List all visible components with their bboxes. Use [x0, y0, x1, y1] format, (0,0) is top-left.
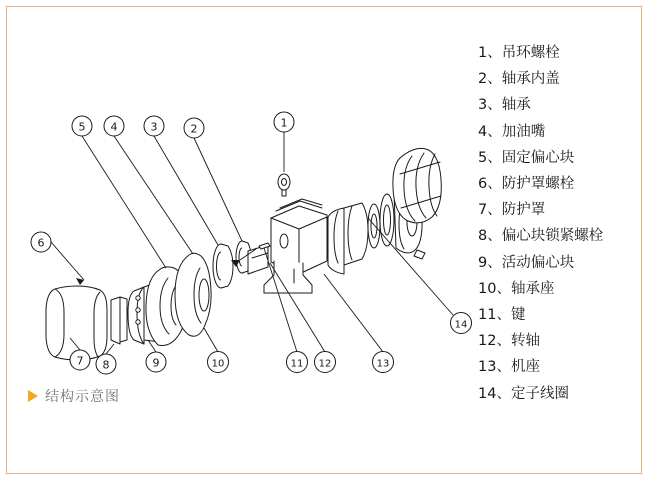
svg-text:14: 14	[454, 319, 468, 331]
caption-label: 结构示意图	[45, 389, 120, 405]
callout-6[interactable]	[31, 232, 51, 252]
callout-3[interactable]	[144, 116, 164, 136]
callout-8[interactable]	[96, 354, 116, 374]
svg-text:13: 13	[376, 358, 390, 370]
legend-item-4: 4、加油嘴	[478, 123, 546, 140]
part-eyebolt	[278, 174, 290, 196]
legend-item-10: 10、轴承座	[478, 280, 555, 297]
callout-11[interactable]	[287, 352, 308, 373]
part-locking-bolt	[111, 297, 127, 344]
callout-4[interactable]	[104, 116, 124, 136]
callout-12[interactable]	[315, 352, 336, 373]
callout-10[interactable]	[208, 352, 229, 373]
part-guard-cover	[46, 286, 107, 360]
part-shaft	[248, 245, 268, 274]
legend-item-14: 14、定子线圈	[478, 385, 569, 402]
part-stator-coil	[393, 148, 441, 222]
svg-text:4: 4	[110, 120, 118, 134]
callout-9[interactable]	[146, 352, 166, 372]
legend-item-3: 3、轴承	[478, 97, 531, 114]
legend-item-8: 8、偏心块锁紧螺栓	[478, 228, 604, 245]
diagram-svg	[8, 8, 478, 428]
svg-text:12: 12	[318, 358, 332, 370]
callout-1[interactable]	[274, 112, 294, 132]
legend-item-11: 11、键	[478, 307, 526, 324]
legend-list	[478, 40, 642, 440]
exploded-view-diagram	[8, 8, 478, 428]
part-bearing-seat-disc	[175, 253, 211, 336]
svg-text:3: 3	[150, 120, 158, 134]
legend-item-12: 12、转轴	[478, 333, 540, 350]
legend-item-9: 9、活动偏心块	[478, 254, 575, 271]
legend-item-1: 1、吊环螺栓	[478, 45, 560, 61]
callout-5[interactable]	[72, 116, 92, 136]
callout-2[interactable]	[184, 118, 204, 138]
callout-13[interactable]	[373, 352, 394, 373]
part-bearing	[213, 244, 233, 288]
diagram-caption	[28, 386, 120, 406]
svg-text:7: 7	[76, 354, 84, 368]
svg-text:11: 11	[290, 358, 304, 370]
svg-text:9: 9	[152, 356, 160, 370]
svg-text:2: 2	[190, 122, 198, 136]
legend-item-2: 2、轴承内盖	[478, 71, 560, 88]
svg-text:8: 8	[102, 358, 110, 372]
legend-item-7: 7、防护罩	[478, 202, 546, 219]
legend-item-5: 5、固定偏心块	[478, 149, 575, 166]
legend-item-13: 13、机座	[478, 359, 540, 376]
svg-text:6: 6	[37, 236, 45, 250]
svg-text:5: 5	[78, 120, 86, 134]
callout-14[interactable]	[451, 313, 472, 334]
callout-7[interactable]	[70, 350, 90, 370]
legend-item-6: 6、防护罩螺栓	[478, 176, 575, 193]
svg-text:1: 1	[280, 116, 288, 130]
triangle-bullet-icon	[28, 390, 38, 402]
svg-text:10: 10	[211, 358, 225, 370]
